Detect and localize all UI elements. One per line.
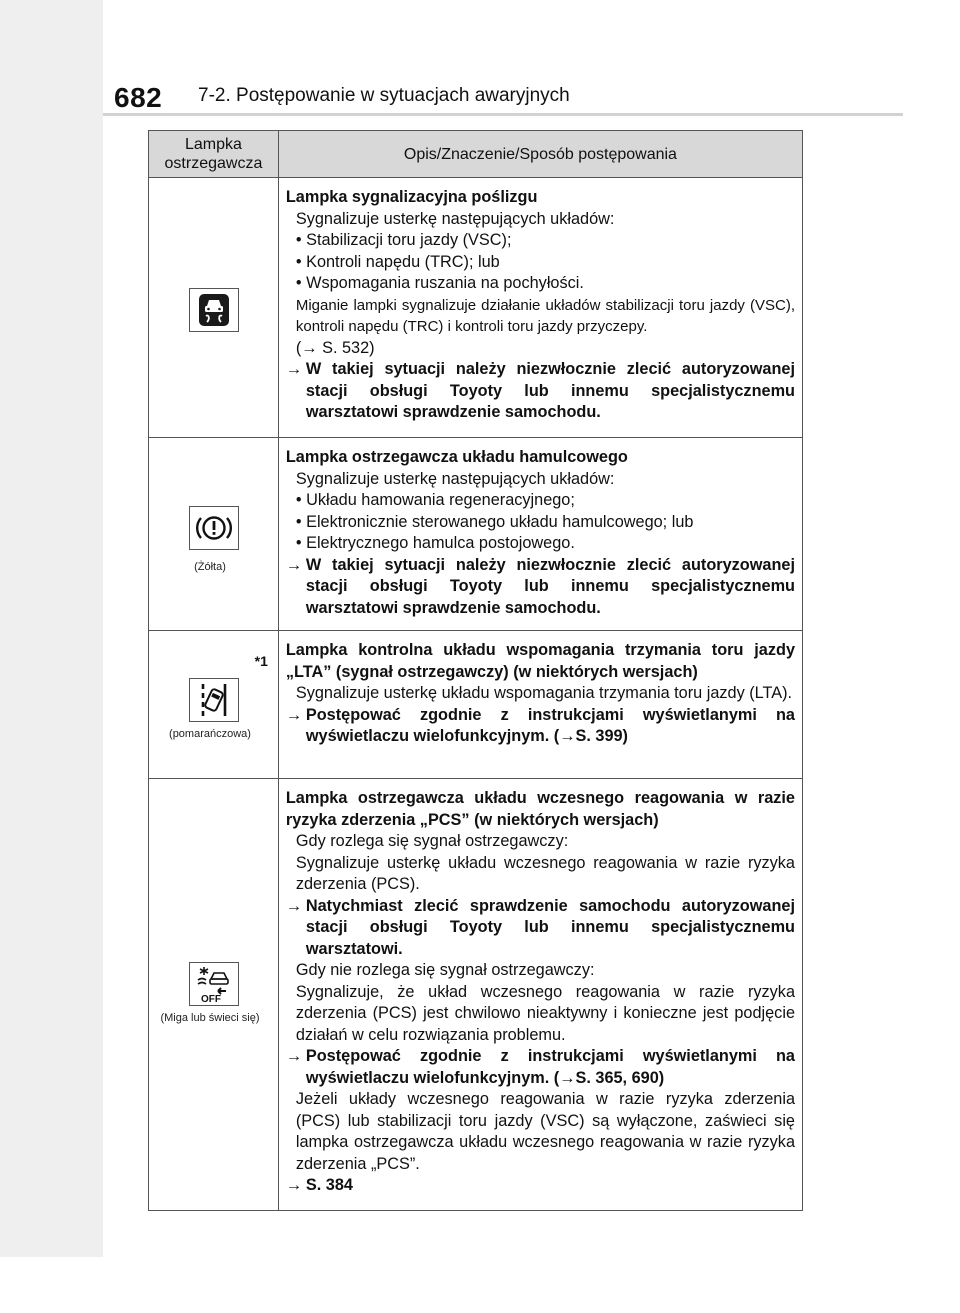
section-title: 7-2. Postępowanie w sytuacjach awaryjnych xyxy=(198,85,570,106)
description-cell xyxy=(278,178,802,438)
action-instruction: → W takiej sytuacji należy niezwłocznie zlecić autoryzowanej stacji obsługi Toyoty lub innemu specjalistycznemu warsztatowi sprawdzenie samochodu. xyxy=(285,555,795,617)
icon-cell xyxy=(149,631,279,779)
icon-caption: (Miga lub świeci się) xyxy=(160,1012,260,1024)
page-side-band xyxy=(0,0,103,1257)
arrow-icon: → xyxy=(301,338,318,357)
arrow-icon: → xyxy=(285,896,303,915)
arrow-icon: → xyxy=(559,727,576,745)
bullet-item: • Elektronicznie sterowanego układu hamulcowego; lub xyxy=(295,512,694,531)
brake-warning-icon xyxy=(189,506,239,550)
action-instruction: → W takiej sytuacji należy niezwłocznie zlecić autoryzowanej stacji obsługi Toyoty lub innemu specjalistycznemu warsztatowi sprawdzenie samochodu. xyxy=(285,360,795,421)
desc-line: Sygnalizuje usterkę następujących układów: xyxy=(295,209,615,228)
header-rule xyxy=(103,113,903,116)
pcs-off-icon xyxy=(189,962,239,1006)
desc-line: Sygnalizuje, że układ wczesnego reagowania w razie ryzyka zderzenia (PCS) jest chwilowo nieaktywny i konieczne jest podjęcie działań w celu rozwiązania problemu. xyxy=(295,982,795,1044)
icon-caption: (Żółta) xyxy=(194,561,226,573)
arrow-icon: → xyxy=(559,1068,576,1087)
table-row xyxy=(149,178,803,438)
desc-line: Jeżeli układy wczesnego reagowania w razie ryzyka zderzenia (PCS) lub stabilizacji toru jazdy (VSC) są wyłączone, zaświeci się lampka ostrzegawcza układu wczesnego reagowania w razie ryzyka zderzenia „PCS”. xyxy=(295,1090,795,1173)
lane-trace-assist-icon xyxy=(189,678,239,722)
table-row xyxy=(149,438,803,631)
table-row xyxy=(149,631,803,779)
arrow-icon: → xyxy=(285,360,303,378)
desc-line: Sygnalizuje usterkę układu wczesnego reagowania w razie ryzyka zderzenia (PCS). xyxy=(295,853,795,893)
bullet-item: • Kontroli napędu (TRC); lub xyxy=(295,252,500,271)
warning-title: Lampka ostrzegawcza układu wczesnego reagowania w razie ryzyka zderzenia „PCS” (w niektórych wersjach) xyxy=(285,789,795,829)
table-row xyxy=(149,779,803,1211)
description-cell xyxy=(278,779,802,1211)
bullet-item: • Stabilizacji toru jazdy (VSC); xyxy=(295,231,512,249)
bullet-item: • Wspomagania ruszania na pochyłości. xyxy=(295,274,584,292)
icon-caption: (pomarańczowa) xyxy=(169,728,251,740)
description-cell xyxy=(278,631,802,779)
bullet-item: • Elektrycznego hamulca postojowego. xyxy=(295,534,575,552)
arrow-icon: → xyxy=(285,705,303,724)
vehicle-skid-icon xyxy=(189,288,239,332)
desc-line: Gdy nie rozlega się sygnał ostrzegawczy: xyxy=(295,961,595,979)
page-number: 682 xyxy=(114,82,163,113)
icon-label: OFF xyxy=(201,994,221,1004)
arrow-icon: → xyxy=(285,1047,303,1065)
warning-title: Lampka kontrolna układu wspomagania trzymania toru jazdy „LTA” (sygnał ostrzegawczy) (w niektórych wersjach) xyxy=(285,641,795,681)
warning-title: Lampka sygnalizacyjna poślizgu xyxy=(285,188,538,206)
desc-note: Miganie lampki sygnalizuje działanie układów stabilizacji toru jazdy (VSC), kontroli napędu (TRC) i kontroli toru jazdy przyczepy. xyxy=(295,296,795,335)
table-header-row xyxy=(149,131,803,178)
arrow-icon: → xyxy=(285,1176,303,1194)
warning-title: Lampka ostrzegawcza układu hamulcowego xyxy=(285,448,628,466)
icon-cell xyxy=(149,779,279,1211)
action-instruction: → Natychmiast zlecić sprawdzenie samochodu autoryzowanej stacji obsługi Toyoty lub innemu specjalistycznemu warsztatowi. xyxy=(285,896,795,958)
page-reference: (→ S. 532) xyxy=(295,338,375,357)
desc-line: Gdy rozlega się sygnał ostrzegawczy: xyxy=(295,832,569,850)
action-instruction: → Postępować zgodnie z instrukcjami wyświetlanymi na wyświetlaczu wielofunkcyjnym. (→S. 365, 690) xyxy=(285,1047,795,1087)
desc-line: Sygnalizuje usterkę układu wspomagania trzymania toru jazdy (LTA). xyxy=(295,684,793,702)
bullet-item: • Układu hamowania regeneracyjnego; xyxy=(295,491,575,509)
desc-line: Sygnalizuje usterkę następujących układów: xyxy=(295,469,615,488)
col-header-light: Lampka ostrzegawcza xyxy=(149,131,279,178)
col-header-description: Opis/Znaczenie/Sposób postępowania xyxy=(278,131,802,178)
footnote-marker: *1 xyxy=(254,653,268,669)
warning-lights-table xyxy=(148,130,803,1211)
page-reference: → S. 384 xyxy=(286,1175,795,1197)
action-instruction: → Postępować zgodnie z instrukcjami wyświetlanymi na wyświetlaczu wielofunkcyjnym. (→S. 399) xyxy=(285,705,795,745)
description-cell xyxy=(278,438,802,631)
arrow-icon: → xyxy=(285,555,303,574)
icon-cell xyxy=(149,178,279,438)
icon-cell xyxy=(149,438,279,631)
